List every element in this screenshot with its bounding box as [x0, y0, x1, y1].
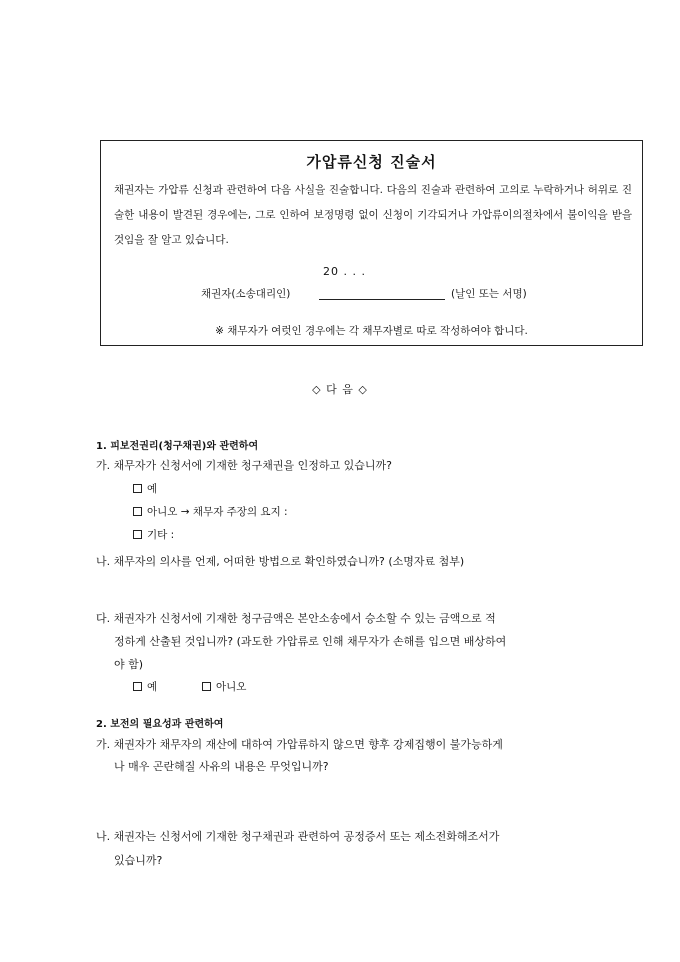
statement-box — [100, 140, 643, 346]
section2-title: 2. 보전의 필요성과 관련하여 — [96, 719, 224, 730]
option-no-reason[interactable] — [133, 504, 288, 519]
da-option-yes-label: 예 — [147, 681, 158, 693]
option-yes-label: 예 — [147, 483, 158, 495]
da-option-no-label: 아니오 — [216, 681, 247, 693]
section1-question-da-line2: 정하게 산출된 것입니까? (과도한 가압류로 인해 채무자가 손해를 입으면 배상하여 — [114, 635, 507, 648]
da-option-yes[interactable] — [133, 679, 157, 694]
checkbox[interactable] — [202, 682, 211, 691]
option-other-label: 기타 : — [147, 529, 175, 541]
checkbox[interactable] — [133, 484, 142, 493]
option-other[interactable] — [133, 527, 174, 542]
section1-title: 1. 피보전권리(청구채권)와 관련하여 — [96, 441, 259, 452]
creditor-label: 채권자(소송대리인) — [201, 288, 291, 300]
date-field[interactable]: 20 . . . — [323, 265, 366, 278]
intro-paragraph: 채권자는 가압류 신청과 관련하여 다음 사실을 진술합니다. 다음의 진술과 관련하여 고의로 누락하거나 허위로 진술한 내용이 발견된 경우에는, 그로 인하여 보정명령 없이 신청이 기각되거나 가압류이의절차에서 불이익을 받을 것임을 잘 알고 있습니다. — [114, 184, 632, 246]
section2-question-ga-line1: 가. 채권자가 채무자의 재산에 대하여 가압류하지 않으면 향후 강제집행이 불가능하게 — [96, 738, 503, 751]
checkbox[interactable] — [133, 682, 142, 691]
option-yes[interactable] — [133, 481, 157, 496]
checkbox[interactable] — [133, 530, 142, 539]
section1-question-da-line1: 다. 채권자가 신청서에 기재한 청구금액은 본안소송에서 승소할 수 있는 금액으로 적 — [96, 612, 496, 625]
section2-question-ga-line2: 나 매우 곤란해질 사유의 내용은 무엇입니까? — [114, 760, 329, 773]
seal-label: (날인 또는 서명) — [451, 288, 527, 300]
checkbox[interactable] — [133, 507, 142, 516]
section2-question-na-line1: 나. 채권자는 신청서에 기재한 청구채권과 관련하여 공정증서 또는 제소전화해조서가 — [96, 830, 500, 843]
section1-question-ga: 가. 채무자가 신청서에 기재한 청구채권을 인정하고 있습니까? — [96, 459, 392, 472]
document-title: 가압류신청 진술서 — [306, 153, 437, 171]
option-no-reason-label: 아니오 → 채무자 주장의 요지 : — [147, 506, 288, 518]
multiple-debtor-note: ※ 채무자가 여럿인 경우에는 각 채무자별로 따로 작성하여야 합니다. — [215, 325, 528, 337]
section1-question-na: 나. 채무자의 의사를 언제, 어떠한 방법으로 확인하였습니까? (소명자료 첨부) — [96, 555, 465, 568]
section1-question-da-line3: 야 함) — [114, 658, 144, 671]
signature-line[interactable] — [319, 299, 445, 300]
section2-question-na-line2: 있습니까? — [114, 854, 163, 867]
section-heading: ◇ 다 음 ◇ — [312, 383, 368, 396]
da-option-no[interactable] — [202, 679, 246, 694]
